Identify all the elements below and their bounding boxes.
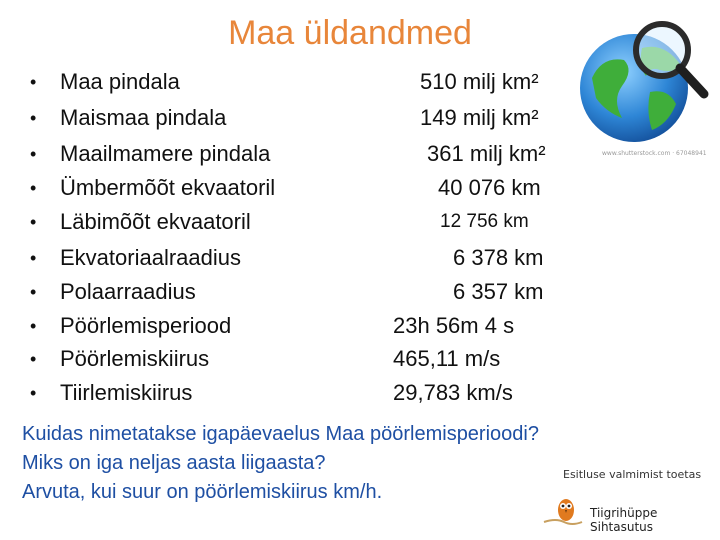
sponsor-text: Esitluse valmimist toetas	[563, 468, 702, 481]
image-caption: www.shutterstock.com · 67048941	[602, 150, 707, 157]
bullet: •	[30, 282, 37, 302]
fact-label: Maismaa pindala	[60, 105, 227, 130]
owl-logo-icon	[542, 492, 584, 530]
fact-label: Tiirlemiskiirus	[60, 380, 193, 405]
bullet: •	[30, 108, 37, 128]
list-item	[30, 102, 590, 134]
bullet: •	[30, 212, 37, 232]
bullet: •	[30, 349, 37, 369]
fact-label: Maailmamere pindala	[60, 141, 271, 166]
bullet: •	[30, 383, 37, 403]
fact-value: 12 756 km	[440, 211, 529, 232]
question-1: Kuidas nimetatakse igapäevaelus Maa pöörlemisperioodi?	[22, 423, 539, 445]
fact-value: 465,11 m/s	[393, 346, 501, 371]
fact-value: 23h 56m 4 s	[393, 313, 515, 338]
fact-value: 6 378 km	[453, 245, 544, 270]
bullet: •	[30, 144, 37, 164]
fact-label: Polaarraadius	[60, 279, 196, 304]
list-item	[30, 206, 590, 238]
list-item	[30, 66, 590, 98]
question-2: Miks on iga neljas aasta liigaasta?	[22, 452, 326, 474]
bullet: •	[30, 316, 37, 336]
fact-label: Maa pindala	[60, 69, 180, 94]
fact-label: Ümbermõõt ekvaatoril	[60, 175, 276, 200]
questions-block	[22, 420, 712, 507]
fact-label: Pöörlemiskiirus	[60, 346, 210, 371]
globe-magnifier-icon	[572, 8, 712, 148]
question-3: Arvuta, kui suur on pöörlemiskiirus km/h.	[22, 481, 383, 503]
list-item	[30, 377, 590, 409]
bullet: •	[30, 178, 37, 198]
fact-value: 29,783 km/s	[393, 380, 513, 405]
fact-label: Pöörlemisperiood	[60, 313, 232, 338]
fact-value: 149 milj km²	[420, 105, 539, 130]
page-title: Maa üldandmed	[228, 14, 472, 52]
fact-value: 510 milj km²	[420, 69, 539, 94]
list-item	[30, 172, 590, 204]
list-item	[30, 276, 590, 308]
list-item	[30, 343, 590, 375]
sponsor-name: Tiigrihüppe Sihtasutus	[590, 506, 658, 534]
fact-value: 361 milj km²	[427, 141, 546, 166]
list-item	[30, 138, 590, 170]
fact-label: Ekvatoriaalraadius	[60, 245, 241, 270]
bullet: •	[30, 72, 37, 92]
fact-value: 40 076 km	[438, 175, 541, 200]
list-item	[30, 310, 590, 342]
bullet: •	[30, 248, 37, 268]
fact-value: 6 357 km	[453, 279, 544, 304]
list-item	[30, 242, 590, 274]
fact-label: Läbimõõt ekvaatoril	[60, 209, 251, 234]
